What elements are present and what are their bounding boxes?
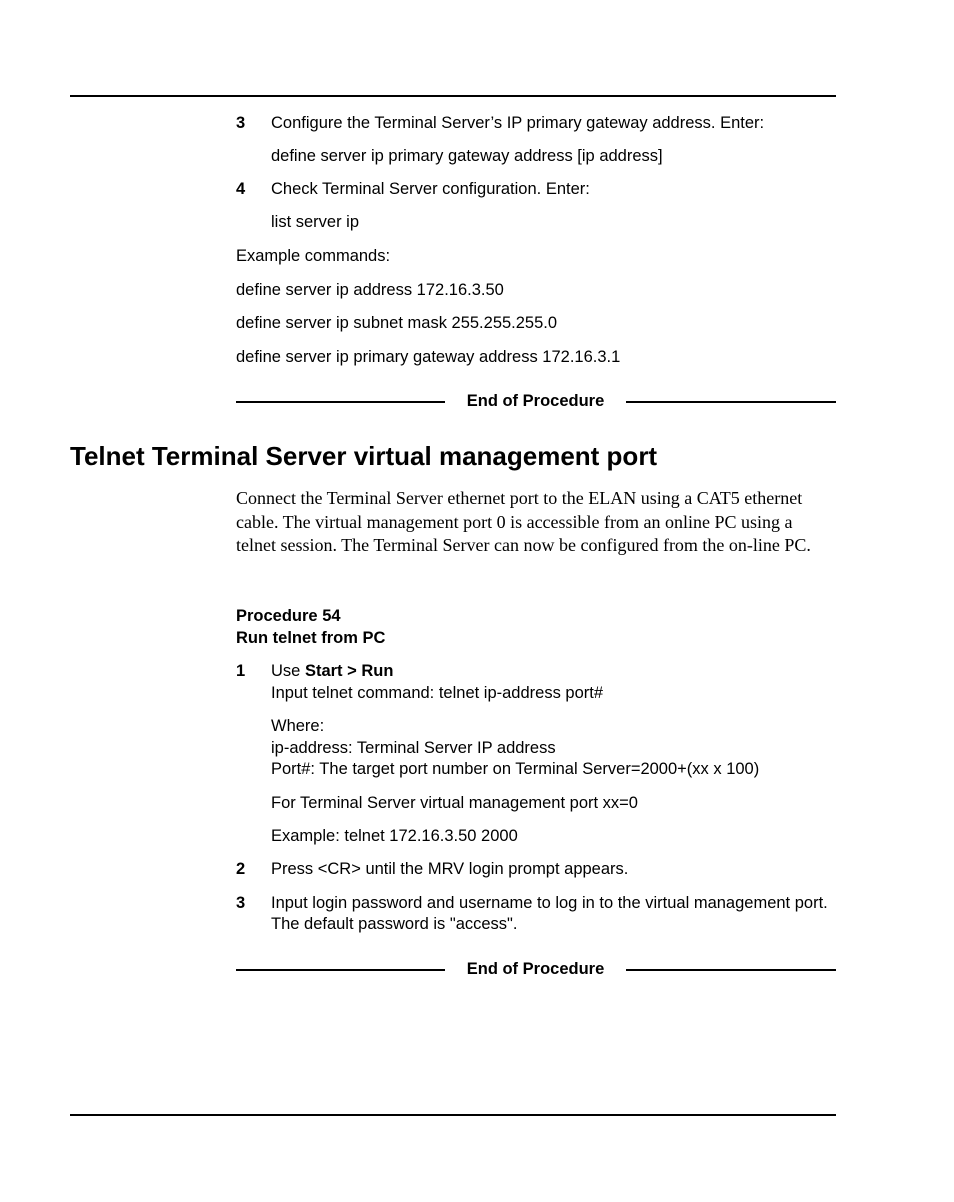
ip-address-definition: ip-address: Terminal Server IP address — [271, 739, 556, 757]
example-command: define server ip subnet mask 255.255.255.0 — [236, 314, 558, 332]
start-run-menu-path: Start > Run — [304, 662, 394, 680]
step-text: Configure the Terminal Server’s IP primary gateway address. Enter: — [271, 114, 765, 132]
example-command: define server ip primary gateway address 172.16.3.1 — [236, 348, 621, 366]
telnet-command-line: Input telnet command: telnet ip-address port# — [271, 684, 604, 702]
step-text — [271, 661, 836, 682]
end-of-procedure-label: End of Procedure — [466, 392, 605, 410]
step-3-command: define server ip primary gateway address [ip address] — [271, 147, 663, 165]
use-prefix: Use — [271, 662, 305, 680]
procedure-number: Procedure 54 — [236, 607, 341, 625]
end-rule-right — [626, 969, 836, 971]
step-text: Press <CR> until the MRV login prompt appears. — [271, 860, 629, 878]
step-number: 3 — [236, 894, 246, 912]
end-of-procedure-label: End of Procedure — [466, 960, 605, 978]
procedure-title: Run telnet from PC — [236, 629, 386, 647]
end-rule-left — [236, 401, 445, 403]
end-rule-right — [626, 401, 836, 403]
section-heading: Telnet Terminal Server virtual management port — [70, 441, 658, 471]
step-number: 2 — [236, 860, 246, 878]
example-command: define server ip address 172.16.3.50 — [236, 281, 504, 299]
step-text: Input login password and username to log in to the virtual management port. The default password is "access". — [271, 894, 828, 933]
step-number: 3 — [236, 114, 246, 132]
telnet-example: Example: telnet 172.16.3.50 2000 — [271, 827, 518, 845]
end-of-procedure-marker — [236, 391, 836, 413]
port-definition: Port#: The target port number on Terminal Server=2000+(xx x 100) — [271, 760, 760, 778]
header-rule — [70, 95, 836, 97]
where-label: Where: — [271, 717, 325, 735]
virtual-port-note: For Terminal Server virtual management port xx=0 — [271, 794, 638, 812]
step-4-command: list server ip — [271, 213, 360, 231]
section-paragraph: Connect the Terminal Server ethernet port to the ELAN using a CAT5 ethernet cable. The virtual management port 0 is accessible from an online PC using a telnet session. The Terminal Server can now be configured from the on-line PC. — [236, 488, 811, 555]
end-of-procedure-marker — [236, 959, 836, 981]
step-text: Check Terminal Server configuration. Enter: — [271, 180, 590, 198]
footer-rule — [70, 1114, 836, 1116]
step-number: 4 — [236, 180, 246, 198]
step-number: 1 — [236, 662, 246, 680]
end-rule-left — [236, 969, 445, 971]
examples-label: Example commands: — [236, 247, 391, 265]
